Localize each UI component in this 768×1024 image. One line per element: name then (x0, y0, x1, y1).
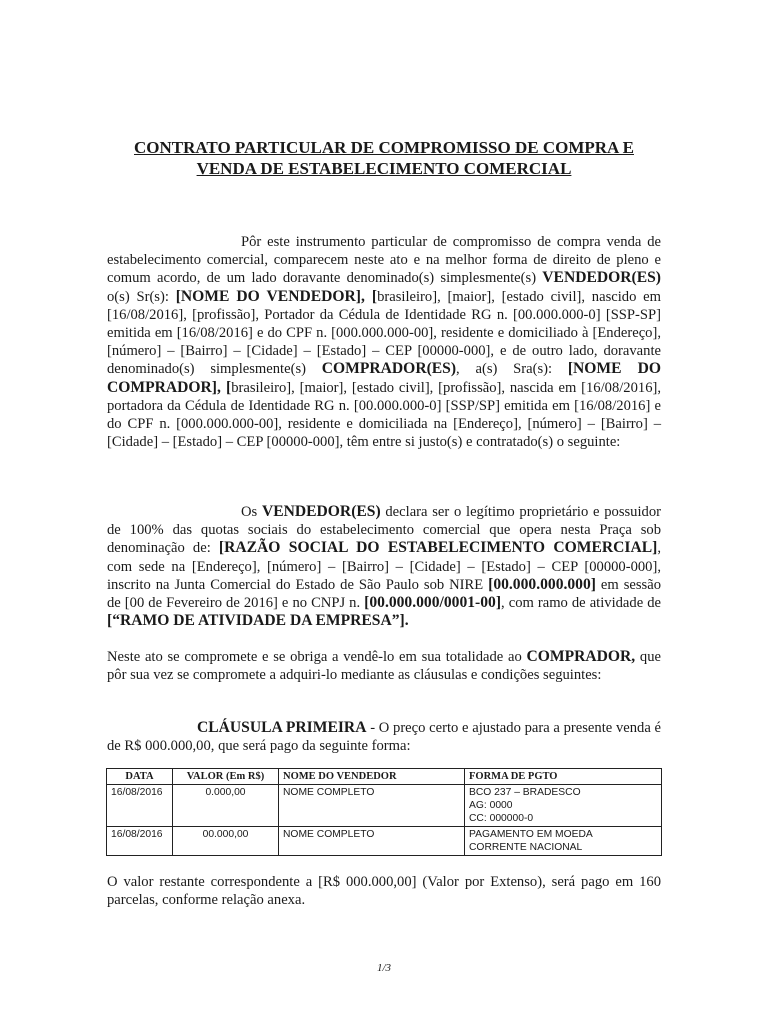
cell-date: 16/08/2016 (107, 785, 173, 827)
text-span: declara ser o legítimo proprietário e possuidor de 100% das quotas sociais do estabelecimento comercial que opera nesta Praça sob denominação de: (107, 504, 661, 557)
text-span: Pôr este instrumento particular de compromisso de compra venda de estabelecimento comercial, comparecem neste ato e na melhor forma de direito de pleno e comum acordo, de um lado doravante denominado(s) simplesmente(s) (107, 234, 661, 287)
payment-table (106, 768, 662, 856)
header-date: DATA (107, 769, 173, 785)
text-span: brasileiro], [maior], [estado civil], [profissão], nascida em [16/08/2016], portadora da Cédula de Identidade RG n. [00.000.000-0] [SSP/SP] emitida em [16/08/2016] e do CPF n. [000.000.000-00], residente e domiciliada na [Endereço], [número] – [Bairro] – [Cidade] – [Estado] – CEP [00000-000], têm entre si justo(s) e contratado(s) o seguinte: (107, 379, 661, 451)
cell-name: NOME COMPLETO (279, 785, 465, 827)
payment-line: AG: 0000 (469, 800, 513, 811)
text-span: , com ramo de atividade de (501, 595, 661, 612)
payment-line: CORRENTE NACIONAL (469, 842, 583, 853)
activity-placeholder: [“RAMO DE ATIVIDADE DA EMPRESA”]. (107, 612, 409, 630)
buyer-name-placeholder: [NOME DO COMPRADOR], [ (107, 360, 661, 396)
cnpj-placeholder: [00.000.000/0001-00] (364, 594, 502, 612)
page-number: 1/3 (376, 962, 392, 974)
clause-one-paragraph (107, 719, 661, 755)
text-span: - O preço certo e ajustado para a presente venda é de R$ 000.000,00, que será pago da seguinte forma: (107, 720, 662, 755)
payment-line: BCO 237 – BRADESCO (469, 787, 581, 798)
text-span: em sessão de [00 de Fevereiro de 2016] e no CNPJ n. (107, 576, 662, 612)
cell-value: 0.000,00 (173, 785, 279, 827)
text-span: brasileiro], [maior], [estado civil], nascido em [16/08/2016], [profissão], Portador da Cédula de Identidade RG n. [00.000.000-0] [SSP-SP] emitida em [16/08/2016] e do CPF n. [000.000.000-00], residente e domiciliado à [Endereço], [número] – [Bairro] – [Cidade] – [Estado] – CEP [00000-000], e de outro lado, doravante denominado(s) simplesmente(s) (107, 288, 661, 378)
cell-name: NOME COMPLETO (279, 827, 465, 856)
commitment-paragraph (107, 648, 661, 684)
cell-payment (465, 785, 662, 827)
text-span: o(s) Sr(s): (107, 288, 176, 305)
seller-term: VENDEDOR(ES) (542, 269, 661, 287)
table-row (107, 785, 662, 827)
table-row (107, 827, 662, 856)
buyer-term: COMPRADOR, (526, 648, 636, 665)
cell-payment (465, 827, 662, 856)
title-line-2: VENDA DE ESTABELECIMENTO COMERCIAL (196, 159, 572, 178)
cell-date: 16/08/2016 (107, 827, 173, 856)
company-name-placeholder: [RAZÃO SOCIAL DO ESTABELECIMENTO COMERCIAL] (218, 539, 658, 557)
text-span: O valor restante correspondente a [R$ 000.000,00] (Valor por Extenso), será pago em 160 parcelas, conforme relação anexa. (107, 874, 661, 909)
clause-heading: CLÁUSULA PRIMEIRA (197, 719, 367, 736)
header-seller-name: NOME DO VENDEDOR (279, 769, 465, 785)
remaining-value-paragraph (107, 873, 661, 909)
cell-value: 00.000,00 (173, 827, 279, 856)
nire-placeholder: [00.000.000.000] (488, 575, 596, 593)
text-span: , a(s) Sra(s): (456, 361, 568, 378)
header-payment-method: FORMA DE PGTO (465, 769, 662, 785)
seller-term: VENDEDOR(ES) (261, 503, 381, 520)
payment-line: PAGAMENTO EM MOEDA (469, 829, 593, 840)
buyer-term: COMPRADOR(ES) (321, 360, 457, 378)
contract-title (108, 137, 660, 179)
text-span: Neste ato se compromete e se obriga a vendê-lo em sua totalidade ao (107, 649, 527, 665)
parties-paragraph (107, 233, 661, 451)
table-header-row (107, 769, 662, 785)
text-span: que pôr sua vez se compromete a adquiri-lo mediante as cláusulas e condições seguintes: (107, 649, 661, 684)
seller-name-placeholder: [NOME DO VENDEDOR], [ (175, 287, 378, 305)
text-span: Os (241, 504, 262, 520)
payment-line: CC: 000000-0 (469, 813, 534, 824)
title-line-1: CONTRATO PARTICULAR DE COMPROMISSO DE COMPRA E (134, 138, 634, 157)
ownership-paragraph (107, 503, 661, 630)
header-value: VALOR (Em R$) (173, 769, 279, 785)
text-span: , com sede na [Endereço], [número] – [Bairro] – [Cidade] – [Estado] – CEP [00000-000], inscrito na Junta Comercial do Estado de São Paulo sob NIRE (107, 540, 661, 593)
